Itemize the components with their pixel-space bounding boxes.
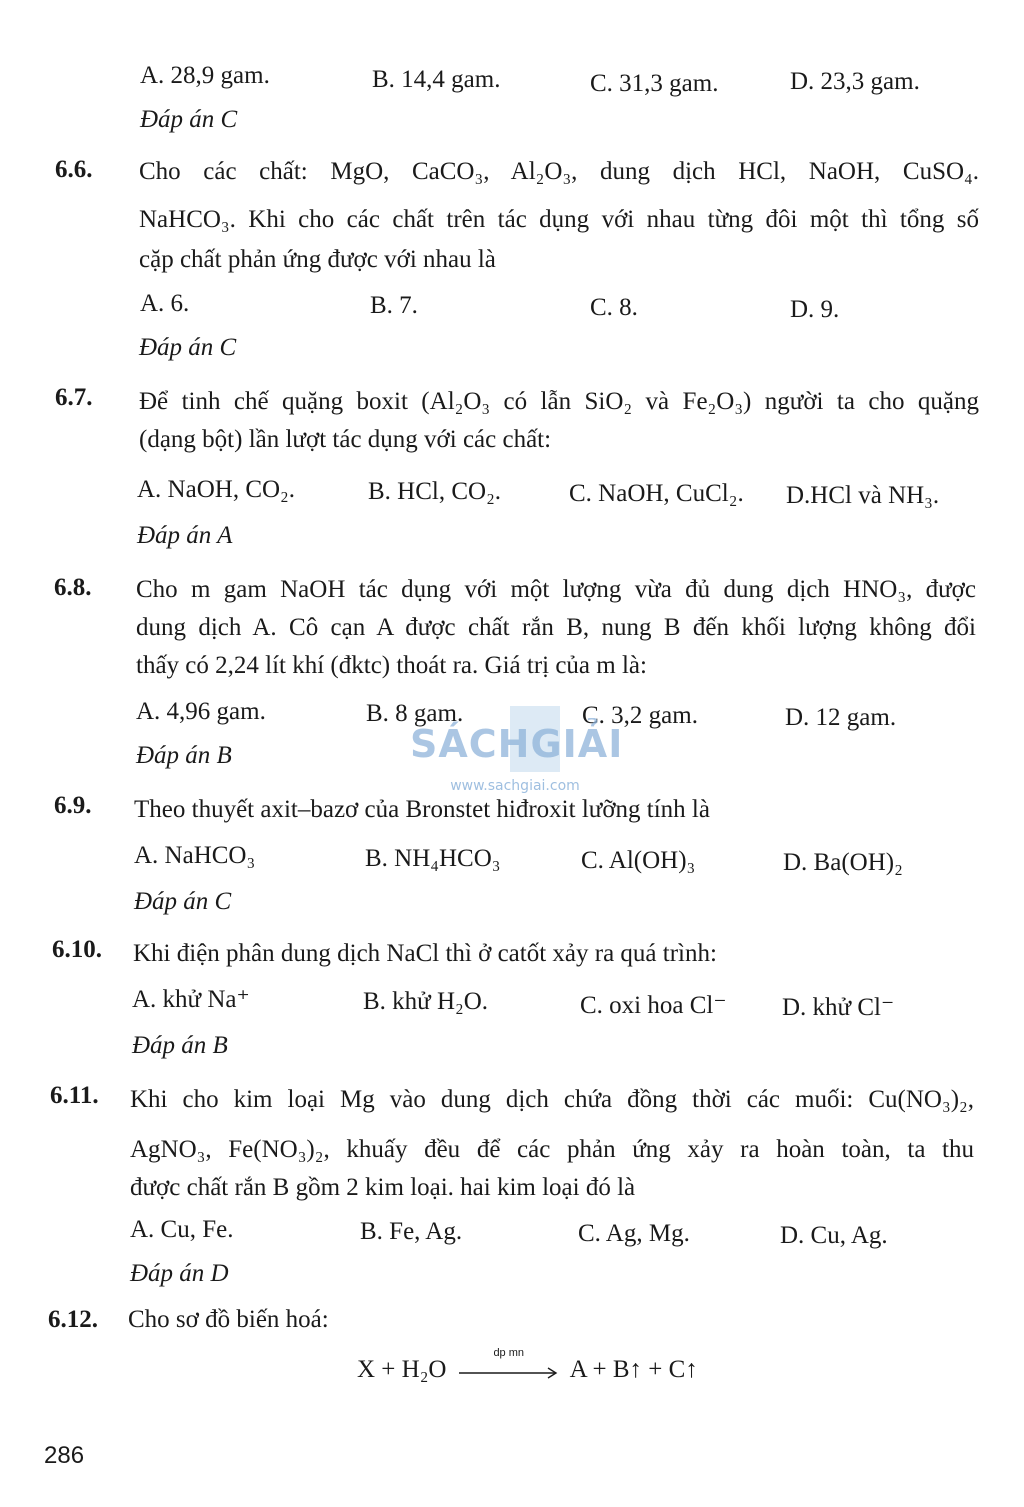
q65-option-b: B. 14,4 gam. bbox=[372, 66, 501, 93]
q69-line-1: Theo thuyết axit–bazơ của Bronstet hiđroxit lưỡng tính là bbox=[134, 796, 710, 823]
q66-option-b: B. 7. bbox=[370, 292, 418, 319]
q68-line-1: Cho m gam NaOH tác dụng với một lượng vừa đủ dung dịch HNO₃, được bbox=[136, 576, 976, 603]
q66-line-2: NaHCO₃. Khi cho các chất trên tác dụng với nhau từng đôi một thì tổng số bbox=[139, 206, 979, 233]
q612-equation-left: X + H₂O bbox=[357, 1356, 447, 1383]
q65-option-a: A. 28,9 gam. bbox=[140, 62, 270, 89]
q67-option-b: B. HCl, CO₂. bbox=[368, 478, 502, 505]
q67-line-2: (dạng bột) lần lượt tác dụng với các chất: bbox=[139, 426, 552, 453]
q69-answer: Đáp án C bbox=[134, 888, 232, 915]
q610-option-c: C. oxi hoa Cl⁻ bbox=[580, 992, 727, 1019]
q612-number: 6.12. bbox=[48, 1306, 98, 1333]
q611-option-c: C. Ag, Mg. bbox=[578, 1220, 690, 1247]
q67-option-d: D.HCl và NH₃. bbox=[786, 482, 940, 509]
q67-option-a: A. NaOH, CO₂. bbox=[137, 476, 296, 503]
q65-answer: Đáp án C bbox=[140, 106, 238, 133]
reaction-arrow-icon bbox=[457, 1347, 561, 1381]
q610-number: 6.10. bbox=[52, 936, 102, 963]
q611-line-3: được chất rắn B gồm 2 kim loại. hai kim loại đó là bbox=[130, 1174, 636, 1201]
q67-line-1: Để tinh chế quặng boxit (Al₂O₃ có lẫn SiO₂ và Fe₂O₃) người ta cho quặng bbox=[139, 388, 979, 415]
q67-answer: Đáp án A bbox=[137, 522, 233, 549]
q611-answer: Đáp án D bbox=[130, 1260, 229, 1287]
q611-number: 6.11. bbox=[50, 1082, 99, 1109]
q69-option-b: B. NH₄HCO₃ bbox=[365, 845, 501, 872]
q611-line-1: Khi cho kim loại Mg vào dung dịch chứa đồng thời các muối: Cu(NO₃)₂, bbox=[130, 1086, 974, 1113]
q66-number: 6.6. bbox=[55, 156, 93, 183]
watermark-url: www.sachgiai.com bbox=[450, 778, 580, 794]
q66-line-3: cặp chất phản ứng được với nhau là bbox=[139, 246, 496, 273]
q612-equation bbox=[357, 1347, 698, 1384]
q68-option-c: C. 3,2 gam. bbox=[582, 702, 698, 729]
q65-option-d: D. 23,3 gam. bbox=[790, 68, 920, 95]
watermark-brand: SÁCHGIẢI bbox=[410, 722, 624, 766]
watermark bbox=[410, 706, 624, 796]
q67-option-c: C. NaOH, CuCl₂. bbox=[569, 480, 744, 507]
q610-option-d: D. khử Cl⁻ bbox=[782, 994, 895, 1021]
q610-answer: Đáp án B bbox=[132, 1032, 228, 1059]
page-number: 286 bbox=[44, 1442, 85, 1469]
q611-line-2: AgNO₃, Fe(NO₃)₂, khuấy đều để các phản ứng xảy ra hoàn toàn, ta thu bbox=[130, 1136, 974, 1163]
q68-number: 6.8. bbox=[54, 574, 92, 601]
q67-number: 6.7. bbox=[55, 384, 93, 411]
q68-option-d: D. 12 gam. bbox=[785, 704, 897, 731]
q612-equation-right: A + B↑ + C↑ bbox=[569, 1356, 698, 1383]
q69-option-c: C. Al(OH)₃ bbox=[581, 847, 696, 874]
q69-number: 6.9. bbox=[54, 792, 92, 819]
q612-line-1: Cho sơ đồ biến hoá: bbox=[128, 1306, 329, 1333]
q69-option-d: D. Ba(OH)₂ bbox=[783, 849, 903, 876]
q68-answer: Đáp án B bbox=[136, 742, 232, 769]
q610-line-1: Khi điện phân dung dịch NaCl thì ở catốt xảy ra quá trình: bbox=[133, 940, 717, 967]
q68-line-2: dung dịch A. Cô cạn A được chất rắn B, nung B đến khối lượng không đổi bbox=[136, 614, 976, 641]
q66-line-1: Cho các chất: MgO, CaCO₃, Al₂O₃, dung dịch HCl, NaOH, CuSO₄. bbox=[139, 158, 979, 185]
q66-option-c: C. 8. bbox=[590, 294, 638, 321]
q66-answer: Đáp án C bbox=[139, 334, 237, 361]
q65-option-c: C. 31,3 gam. bbox=[590, 70, 719, 97]
q66-option-a: A. 6. bbox=[140, 290, 190, 317]
q612-arrow-label: dp mn bbox=[493, 1347, 525, 1360]
q611-option-b: B. Fe, Ag. bbox=[360, 1218, 463, 1245]
q610-option-b: B. khử H₂O. bbox=[363, 988, 489, 1015]
q66-option-d: D. 9. bbox=[790, 296, 840, 323]
q68-option-b: B. 8 gam. bbox=[366, 700, 464, 727]
q68-option-a: A. 4,96 gam. bbox=[136, 698, 266, 725]
q69-option-a: A. NaHCO₃ bbox=[134, 842, 256, 869]
q68-line-3: thấy có 2,24 lít khí (đktc) thoát ra. Giá trị của m là: bbox=[136, 652, 647, 679]
q611-option-d: D. Cu, Ag. bbox=[780, 1222, 888, 1249]
q610-option-a: A. khử Na⁺ bbox=[132, 986, 250, 1013]
q611-option-a: A. Cu, Fe. bbox=[130, 1216, 234, 1243]
